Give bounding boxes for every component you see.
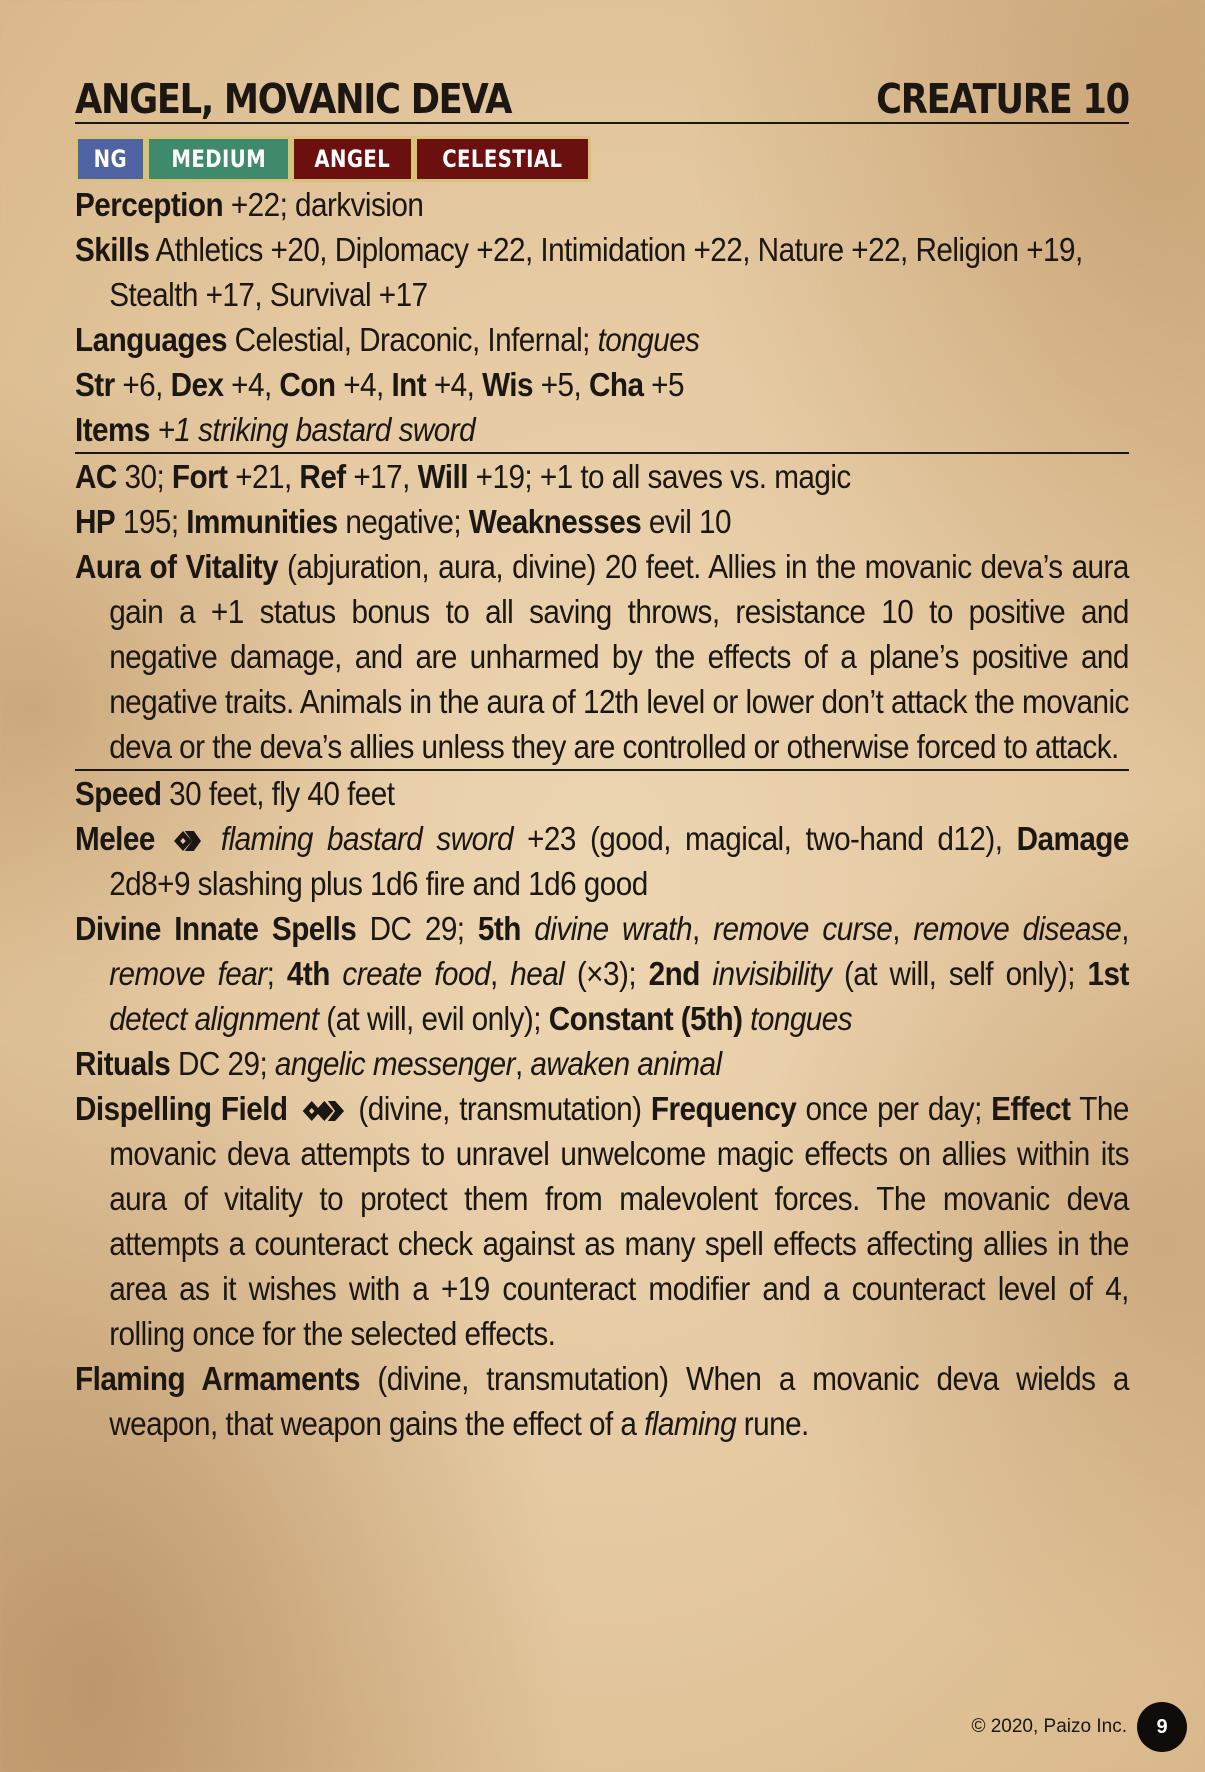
creature-name: ANGEL, MOVANIC DEVA	[75, 75, 512, 123]
dispelling-field-ability: Dispelling Field (divine, transmutation) Frequency once per day; Effect The movanic deva attempts to unravel unwelcome magic effects on allies within its aura of vitality to protect them from malevolent forces. The movanic deva attempts a counteract check against as many spell effects affecting allies in the area as it wishes with a +19 counteract modifier and a counteract level of 4, rolling once for the selected effects.	[75, 1090, 1129, 1352]
skills-line: Skills Athletics +20, Diplomacy +22, Intimidation +22, Nature +22, Religion +19, Stealth +17, Survival +17	[75, 231, 1083, 313]
trait-angel: ANGEL	[294, 139, 411, 179]
copyright-notice: © 2020, Paizo Inc.	[971, 1716, 1127, 1737]
page-number: 9	[1137, 1702, 1187, 1752]
ac-saves-line: AC 30; Fort +21, Ref +17, Will +19; +1 to all saves vs. magic	[75, 458, 851, 495]
trait-size: MEDIUM	[149, 139, 289, 179]
languages-line: Languages Celestial, Draconic, Infernal; tongues	[75, 321, 700, 358]
items-line: Items +1 striking bastard sword	[75, 411, 476, 448]
page-footer	[971, 1702, 1187, 1752]
abilities-line: Str +6, Dex +4, Con +4, Int +4, Wis +5, Cha +5	[75, 366, 684, 403]
trait-celestial: CELESTIAL	[417, 139, 588, 179]
speed-line: Speed 30 feet, fly 40 feet	[75, 775, 395, 812]
rituals-line: Rituals DC 29; angelic messenger, awaken animal	[75, 1045, 722, 1082]
melee-strike: Melee flaming bastard sword +23 (good, magical, two-hand d12), Damage 2d8+9 slashing plus 1d6 fire and 1d6 good	[75, 820, 1129, 902]
two-action-icon	[300, 1096, 345, 1126]
title-row	[75, 62, 1129, 124]
flaming-armaments-ability: Flaming Armaments (divine, transmutation) When a movanic deva wields a weapon, that weapon gains the effect of a flaming rune.	[75, 1360, 1129, 1442]
creature-level: CREATURE 10	[876, 75, 1129, 123]
trait-alignment: NG	[78, 139, 143, 179]
perception-line: Perception +22; darkvision	[75, 186, 424, 223]
innate-spells: Divine Innate Spells DC 29; 5th divine wrath, remove curse, remove disease, remove fear; 4th create food, heal (×3); 2nd invisibility (at will, self only); 1st detect alignment (at will, evil only); Constant (5th) tongues	[75, 910, 1129, 1037]
stat-block	[75, 62, 1129, 1446]
single-action-icon	[173, 826, 204, 856]
trait-bar	[75, 136, 591, 182]
aura-ability: Aura of Vitality (abjuration, aura, divine) 20 feet. Allies in the movanic deva’s aura gain a +1 status bonus to all saving throws, resistance 10 to positive and negative damage, and are unharmed by the effects of a plane’s positive and negative traits. Animals in the aura of 12th level or lower don’t attack the movanic deva or the deva’s allies unless they are controlled or otherwise forced to attack.	[75, 548, 1129, 765]
hp-line: HP 195; Immunities negative; Weaknesses evil 10	[75, 503, 731, 540]
